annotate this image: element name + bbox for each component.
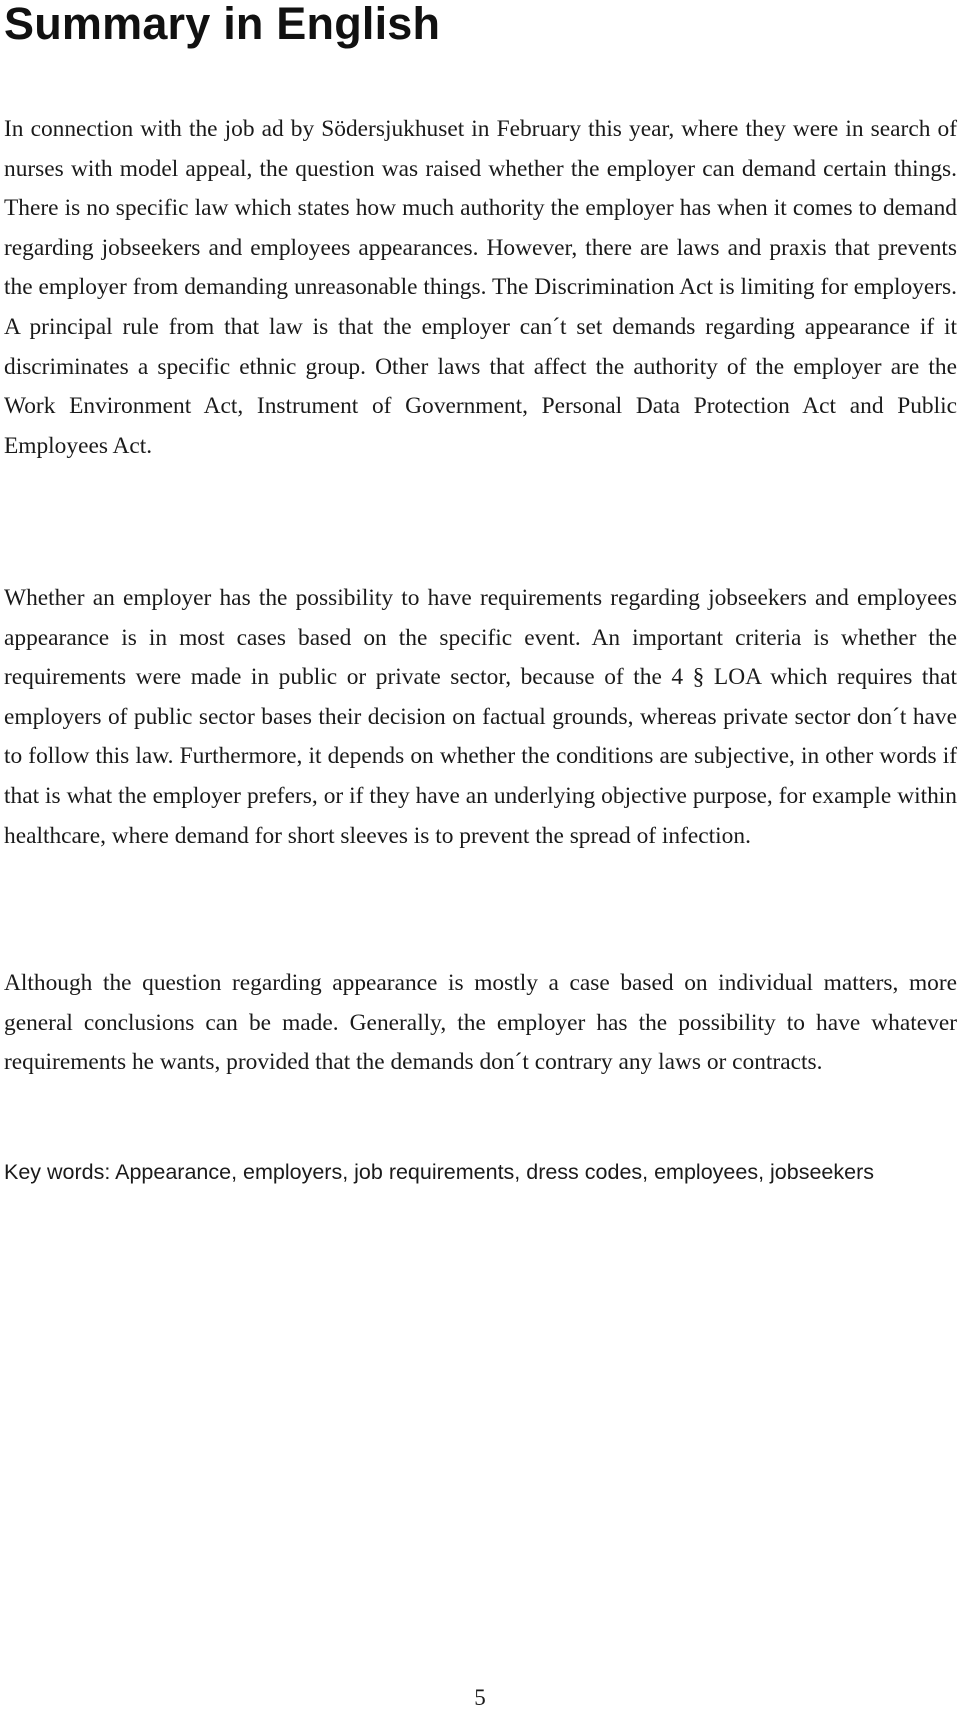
summary-paragraph-2: Whether an employer has the possibility to have requirements regarding jobseekers and employees appearance is in most cases based on the specific event. An important criteria is whether the requirements were made in public or private sector, because of the 4 § LOA which requires that employers of public sector bases their decision on factual grounds, whereas private sector don´t have to follow this law. Furthermore, it depends on whether the conditions are subjective, in other words if that is what the employer prefers, or if they have an underlying objective purpose, for example within healthcare, where demand for short sleeves is to prevent the spread of infection.: [4, 585, 957, 849]
summary-paragraph-3: Although the question regarding appearance is mostly a case based on individual matters, more general conclusions can be made. Generally, the employer has the possibility to have whatever requirements he wants, provided that the demands don´t contrary any laws or contracts.: [4, 970, 957, 1076]
keywords-line: Key words: Appearance, employers, job requirements, dress codes, employees, jobseekers: [4, 1160, 874, 1184]
page-heading: Summary in English: [4, 0, 441, 49]
summary-paragraph-1: In connection with the job ad by Södersjukhuset in February this year, where they were in search of nurses with model appeal, the question was raised whether the employer can demand certain things. There is no specific law which states how much authority the employer has when it comes to demand regarding jobseekers and employees appearances. However, there are laws and praxis that prevents the employer from demanding unreasonable things. The Discrimination Act is limiting for employers. A principal rule from that law is that the employer can´t set demands regarding appearance if it discriminates a specific ethnic group. Other laws that affect the authority of the employer are the Work Environment Act, Instrument of Government, Personal Data Protection Act and Public Employees Act.: [4, 116, 957, 459]
page-number: 5: [474, 1685, 486, 1710]
